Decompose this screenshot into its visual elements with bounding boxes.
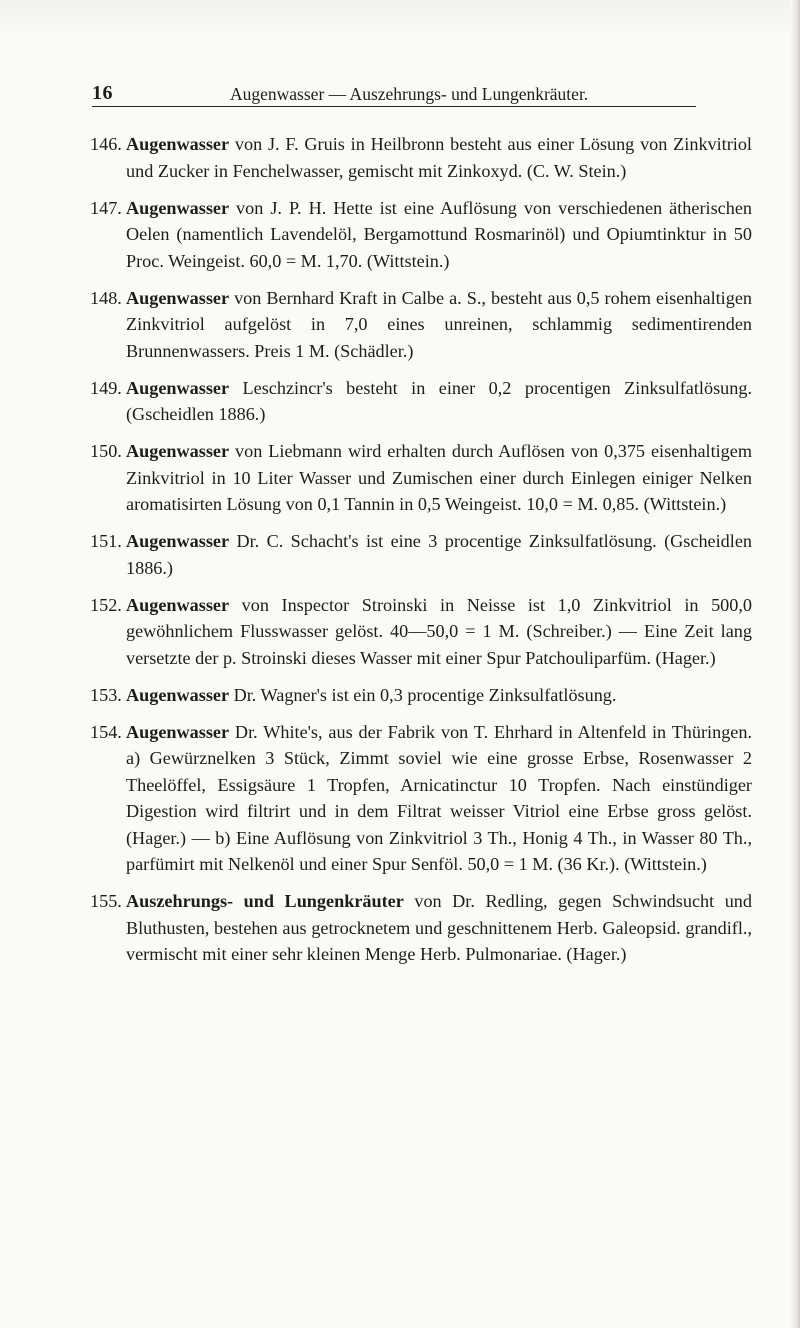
entry-146 — [90, 131, 752, 184]
entry-term: Augenwasser — [126, 197, 230, 218]
entry-154 — [90, 719, 752, 878]
page-right-edge — [790, 0, 800, 1328]
page-top-shading — [0, 0, 800, 36]
entry-list — [90, 131, 752, 978]
entry-153 — [90, 682, 752, 709]
entry-number: 155. — [90, 891, 122, 911]
entry-text: von Liebmann wird erhalten durch Auflösen von 0,375 eisenhaltigem Zinkvitriol in 10 Liter Wasser und Zumischen einer durch Einlegen einiger Nelken aromatisirten Lösung von 0,1 Tannin in 0,5 Weingeist. 10,0 = M. 0,85. (Wittstein.) — [126, 441, 752, 514]
entry-151 — [90, 528, 752, 581]
entry-number: 153. — [90, 684, 122, 705]
entry-term: Augenwasser — [126, 594, 230, 615]
entry-term: Augenwasser — [126, 377, 230, 398]
entry-term: Augenwasser — [126, 134, 230, 154]
entry-number: 147. — [90, 197, 122, 218]
entry-number: 146. — [90, 134, 122, 154]
entry-text: von Inspector Stroinski in Neisse ist 1,0 Zinkvitriol in 500,0 gewöhnlichem Flusswasser gelöst. 40—50,0 = 1 M. (Schreiber.) — Eine Zeit lang versetzte der p. Stroinski dieses Wasser mit einer Spur Patchouliparfüm. (Hager.) — [126, 594, 752, 668]
entry-number: 148. — [90, 287, 122, 308]
entry-text: Dr. Wagner's ist ein 0,3 procentige Zinksulfatlösung. — [229, 684, 617, 705]
header-rule — [92, 106, 696, 107]
entry-149 — [90, 375, 752, 428]
entry-text: von Dr. Redling, gegen Schwindsucht und Bluthusten, bestehen aus getrocknetem und geschnittenem Herb. Galeopsid. grandifl., vermischt mit einer sehr kleinen Menge Herb. Pulmonariae. (Hager.) — [126, 891, 752, 964]
entry-number: 154. — [90, 721, 122, 742]
entry-147 — [90, 195, 752, 275]
entry-text: Leschzincr's besteht in einer 0,2 procentigen Zinksulfatlösung. (Gscheidlen 1886.) — [126, 377, 752, 424]
entry-number: 152. — [90, 594, 122, 615]
entry-term: Augenwasser — [126, 441, 230, 461]
entry-term: Augenwasser — [126, 721, 230, 742]
entry-152 — [90, 592, 752, 672]
entry-number: 151. — [90, 531, 122, 551]
page-number: 16 — [92, 82, 113, 104]
entry-150 — [90, 438, 752, 518]
entry-text: von J. P. H. Hette ist eine Auflösung von verschiedenen ätherischen Oelen (namentlich Lavendelöl, Bergamottund Rosmarinöl) und Opiumtinktur in 50 Proc. Weingeist. 60,0 = M. 1,70. (Wittstein.) — [126, 197, 752, 271]
entry-text: Dr. White's, aus der Fabrik von T. Ehrhard in Altenfeld in Thüringen. a) Gewürznelken 3 Stück, Zimmt soviel wie eine grosse Erbse, Rosenwasser 2 Theelöffel, Essigsäure 1 Tropfen, Arnicatinctur 10 Tropfen. Nach einstündiger Digestion wird filtrirt und in dem Filtrat weisser Vitriol eine Erbse gross gelöst. (Hager.) — b) Eine Auflösung von Zinkvitriol 3 Th., Honig 4 Th., in Wasser 80 Th., parfümirt mit Nelkenöl und einer Spur Senföl. 50,0 = 1 M. (36 Kr.). (Wittstein.) — [126, 721, 752, 874]
running-head: Augenwasser — Auszehrungs- und Lungenkräuter. — [230, 84, 589, 104]
entry-term: Augenwasser — [126, 531, 230, 551]
entry-148 — [90, 285, 752, 365]
entry-text: Dr. C. Schacht's ist eine 3 procentige Zinksulfatlösung. (Gscheidlen 1886.) — [126, 531, 752, 578]
entry-text: von J. F. Gruis in Heilbronn besteht aus einer Lösung von Zinkvitriol und Zucker in Fenchelwasser, gemischt mit Zinkoxyd. (C. W. Stein.) — [126, 134, 752, 181]
entry-term: Augenwasser — [126, 684, 230, 705]
entry-155 — [90, 888, 752, 968]
entry-text: von Bernhard Kraft in Calbe a. S., besteht aus 0,5 rohem eisenhaltigen Zinkvitriol aufgelöst in 7,0 eines unreinen, schlammig sedimentirenden Brunnenwassers. Preis 1 M. (Schädler.) — [126, 287, 752, 361]
entry-number: 150. — [90, 441, 122, 461]
entry-term: Auszehrungs- und Lungenkräuter — [126, 891, 404, 911]
entry-term: Augenwasser — [126, 287, 230, 308]
entry-number: 149. — [90, 377, 122, 398]
